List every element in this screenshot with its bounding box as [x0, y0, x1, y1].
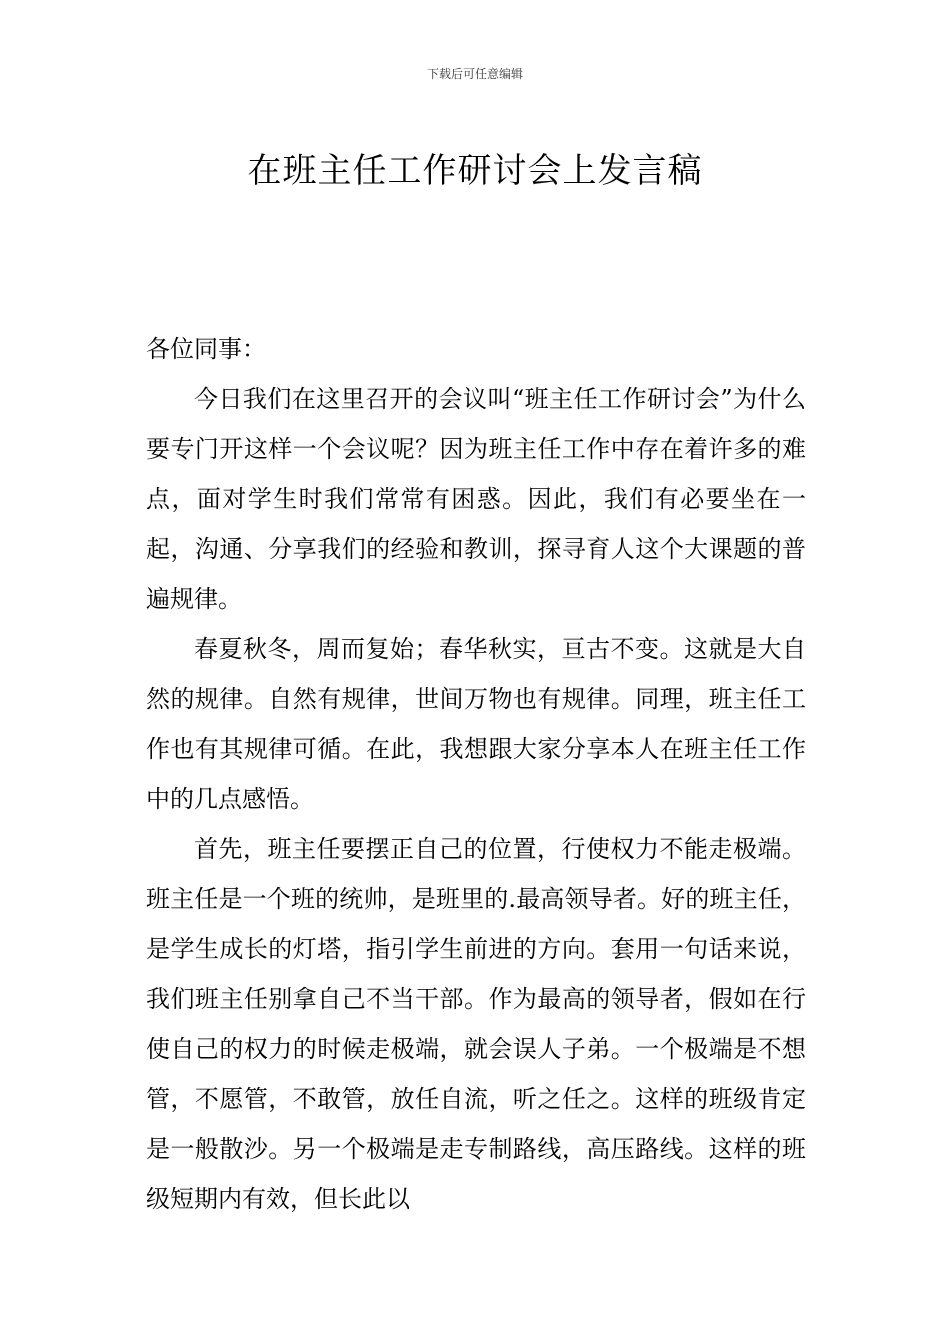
paragraph: 首先，班主任要摆正自己的位置，行使权力不能走极端。班主任是一个班的统帅，是班里的.最高领导者。好的班主任，是学生成长的灯塔，指引学生前进的方向。套用一句话来说，我们班主任别拿自己不当干部。作为最高的领导者，假如在行使自己的权力的时候走极端，就会误人子弟。一个极端是不想管，不愿管，不敢管，放任自流，听之任之。这样的班级肯定是一般散沙。另一个极端是走专制路线，高压路线。这样的班级短期内有效，但长此以: [146, 835, 806, 1213]
document-title: 在班主任工作研讨会上发言稿: [247, 150, 703, 191]
greeting: 各位同事：: [146, 335, 266, 363]
paragraph: 春夏秋冬，周而复始；春华秋实，亘古不变。这就是大自然的规律。自然有规律，世间万物也有规律。同理，班主任工作也有其规律可循。在此，我想跟大家分享本人在班主任工作中的几点感悟。: [146, 635, 806, 813]
paragraph: 今日我们在这里召开的会议叫“班主任工作研讨会”为什么要专门开这样一个会议呢？因为班主任工作中存在着许多的难点，面对学生时我们常常有困惑。因此，我们有必要坐在一起，沟通、分享我们的经验和教训，探寻育人这个大课题的普遍规律。: [146, 385, 806, 613]
document-body: [146, 324, 806, 1224]
header-note: 下载后可任意编辑: [426, 67, 523, 81]
